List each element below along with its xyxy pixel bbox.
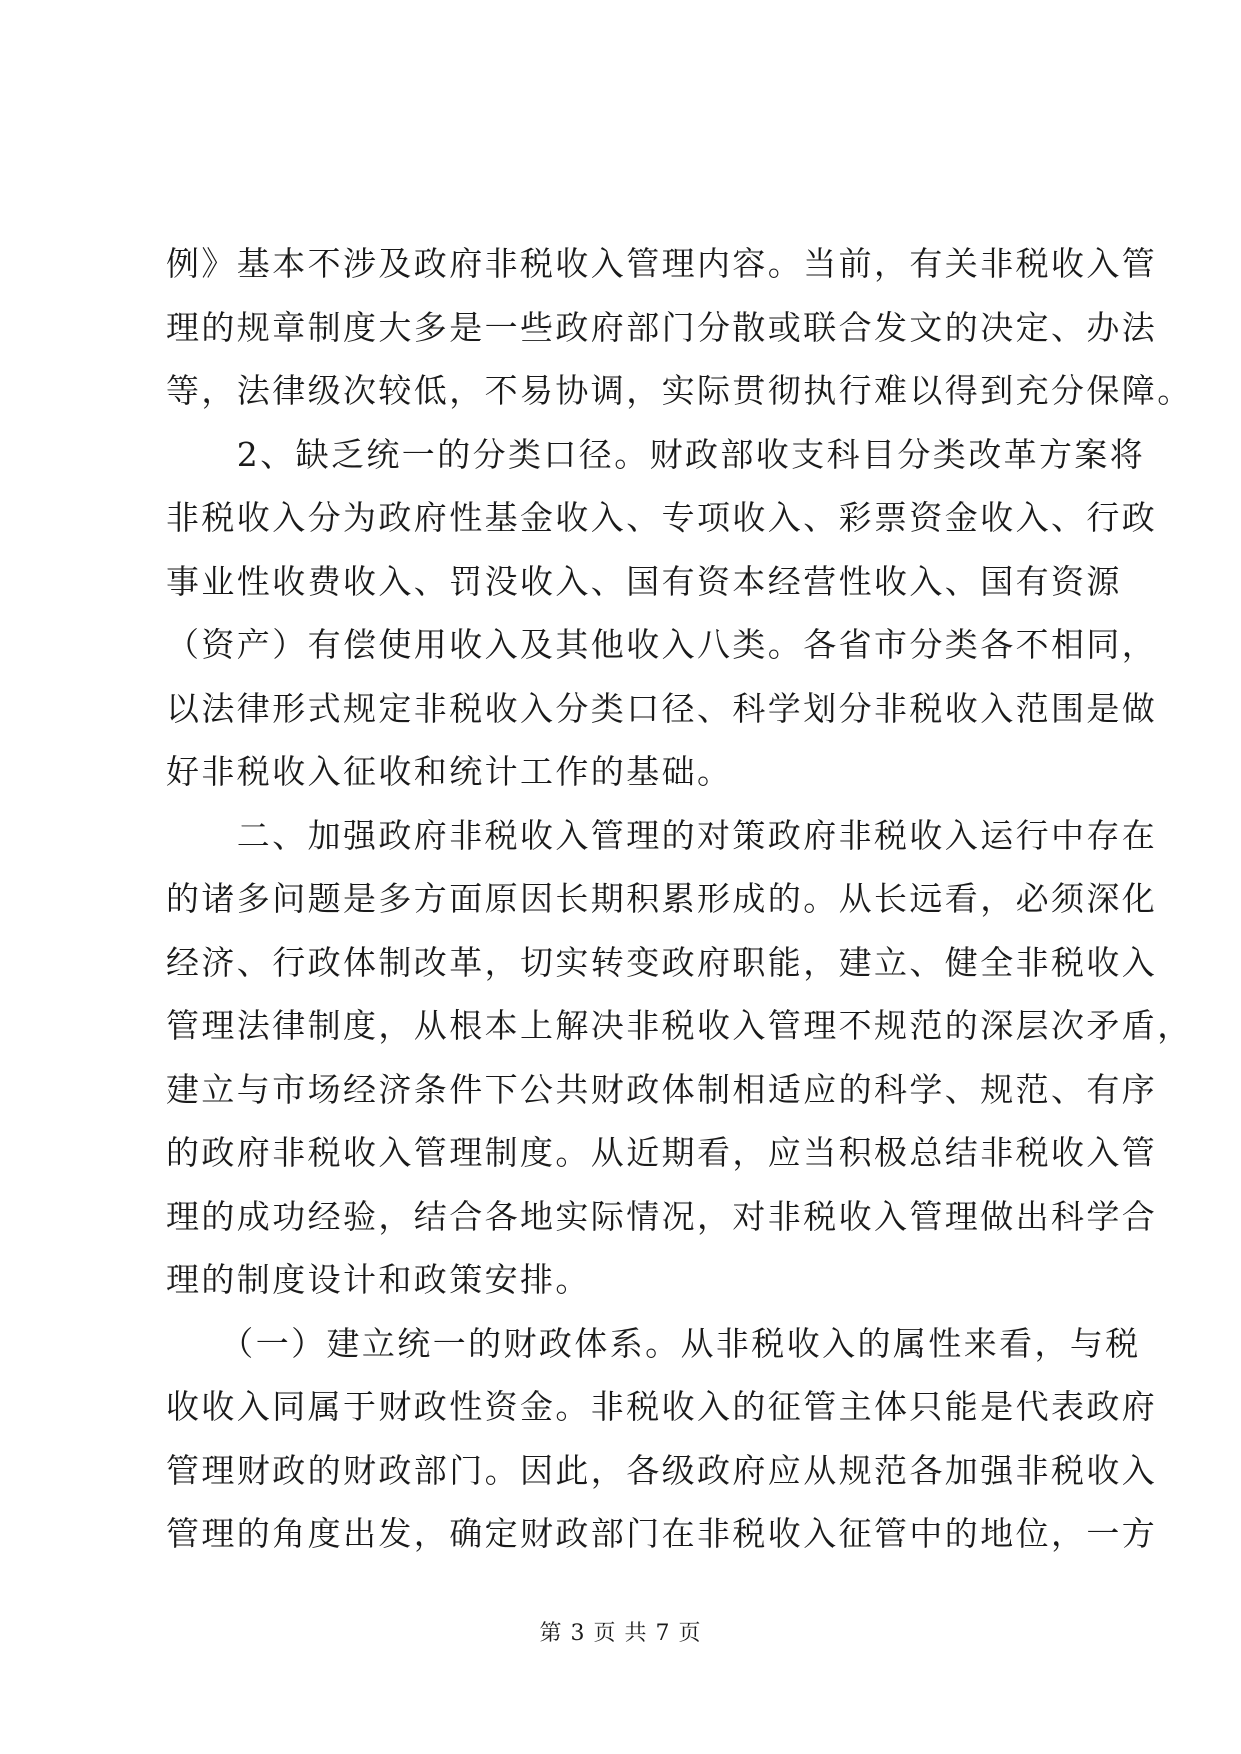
text-line: 的诸多问题是多方面原因长期积累形成的。从长远看，必须深化 — [166, 879, 1158, 918]
text-line: 2、缺乏统一的分类口径。财政部收支科目分类改革方案将 — [166, 434, 1146, 474]
body-text — [166, 232, 1193, 1566]
text-line: 的政府非税收入管理制度。从近期看，应当积极总结非税收入管 — [166, 1133, 1158, 1172]
text-line: 理的制度设计和政策安排。 — [166, 1260, 591, 1299]
text-line: 理的规章制度大多是一些政府部门分散或联合发文的决定、办法 — [166, 307, 1158, 347]
text-line: 理的成功经验，结合各地实际情况，对非税收入管理做出科学合 — [166, 1196, 1158, 1236]
text-line: 建立与市场经济条件下公共财政体制相适应的科学、规范、有序 — [166, 1069, 1158, 1109]
text-line: 事业性收费收入、罚没收入、国有资本经营性收入、国有资源 — [166, 561, 1122, 601]
text-line: 管理法律制度，从根本上解决非税收入管理不规范的深层次矛盾， — [166, 1006, 1193, 1045]
text-line: 好非税收入征收和统计工作的基础。 — [166, 752, 733, 791]
text-line: 管理的角度出发，确定财政部门在非税收入征管中的地位，一方 — [166, 1514, 1158, 1553]
page-number-footer: 第 3 页 共 7 页 — [539, 1621, 702, 1646]
text-line: 经济、行政体制改革，切实转变政府职能，建立、健全非税收入 — [166, 942, 1158, 982]
text-line: 收收入同属于财政性资金。非税收入的征管主体只能是代表政府 — [166, 1387, 1158, 1426]
text-line: 以法律形式规定非税收入分类口径、科学划分非税收入范围是做 — [166, 688, 1158, 728]
text-line: （一）建立统一的财政体系。从非税收入的属性来看，与税 — [166, 1323, 1141, 1363]
text-line: 例》基本不涉及政府非税收入管理内容。当前，有关非税收入管 — [166, 244, 1158, 283]
text-line: 二、加强政府非税收入管理的对策政府非税收入运行中存在 — [166, 815, 1158, 855]
text-line: 等，法律级次较低，不易协调，实际贯彻执行难以得到充分保障。 — [166, 371, 1193, 410]
text-line: 管理财政的财政部门。因此，各级政府应从规范各加强非税收入 — [166, 1450, 1158, 1490]
text-line: （资产）有偿使用收入及其他收入八类。各省市分类各不相同， — [166, 625, 1158, 664]
text-line: 非税收入分为政府性基金收入、专项收入、彩票资金收入、行政 — [166, 498, 1158, 537]
